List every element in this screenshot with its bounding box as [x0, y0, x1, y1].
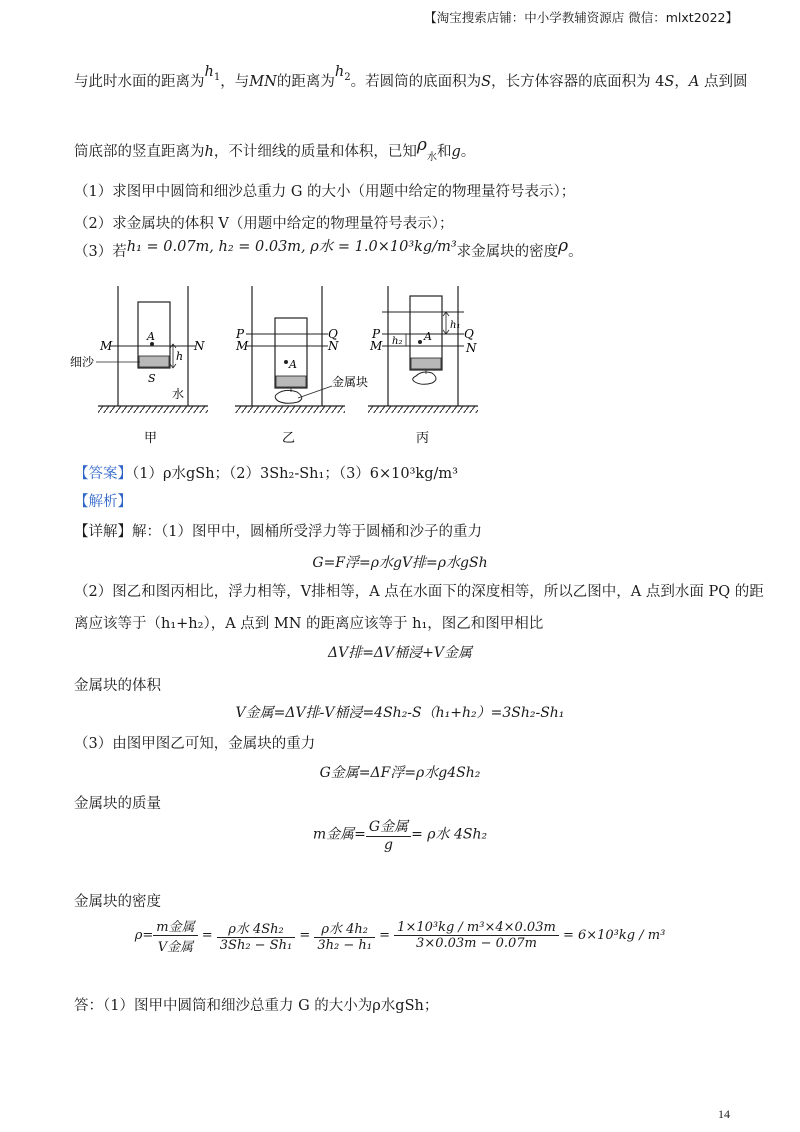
caption-bing: 丙	[416, 431, 430, 446]
label-M-yi: M	[236, 339, 249, 353]
question-2: （2）求金属块的体积 V（用题中给定的物理量符号表示）；	[74, 216, 454, 232]
label-sand: 细沙	[70, 355, 95, 369]
equation-6: ρ= $\frac{\text{m金属}}{\text{V金属}}$ = $\frac{\text{ρ水 4Sh₂}}{\text{3Sh₂ − Sh₁}}$ = $\frac{\text{ρ水 4h₂}}{\text{3h₂ − h₁}}$ = $\frac{\text{1×10³kg / m³×4×0.03m}}{3\times 0.03m - 0.07m}$ = 6×10³kg / m³	[0, 916, 800, 955]
label-h2: h₂	[392, 336, 403, 347]
detail-line-1: 【详解】解：（1）图甲中，圆桶所受浮力等于圆桶和沙子的重力	[74, 524, 482, 540]
label-M: M	[100, 339, 113, 353]
label-A-bing: A	[424, 330, 432, 343]
label-N-yi: N	[328, 339, 339, 353]
analysis-tag: 【解析】	[74, 494, 132, 510]
figure-yi	[235, 286, 368, 446]
label-P: P	[236, 327, 245, 341]
figure-jia	[70, 286, 208, 446]
detail-line-4: 金属块的体积	[74, 678, 161, 694]
detail-line-8: 答：（1）图甲中圆筒和细沙总重力 G 的大小为ρ水gSh；	[74, 998, 439, 1014]
question-1: （1）求图甲中圆筒和细沙总重力 G 的大小（用题中给定的物理量符号表示）；	[74, 184, 576, 200]
equation-1: G=F浮=ρ水gV排=ρ水gSh	[312, 555, 488, 571]
equation-2: ΔV排=ΔV桶浸+V金属	[327, 645, 472, 661]
detail-line-6: 金属块的质量	[74, 796, 161, 812]
label-N: N	[194, 339, 205, 353]
detail-line-7: 金属块的密度	[74, 894, 161, 910]
answer-line	[74, 462, 458, 483]
detail-line-3: 离应该等于（h₁+h₂），A 点到 MN 的距离应该等于 h₁，图乙和图甲相比	[74, 616, 544, 632]
label-A-yi: A	[289, 358, 297, 371]
page-number: 14	[718, 1107, 730, 1121]
equation-3: V金属=ΔV排-V桶浸=4Sh₂-S（h₁+h₂）=3Sh₂-Sh₁	[235, 705, 565, 721]
answer-tag: 【答案】	[74, 466, 132, 482]
page-header: 【淘宝搜索店铺：中小学教辅资源店 微信：mlxt2022】	[424, 10, 738, 25]
question-line-2: 筒底部的竖直距离为h，不计细线的质量和体积，已知$\rho_水$和g。	[74, 135, 476, 163]
figure-bing	[368, 286, 478, 446]
caption-jia: 甲	[144, 431, 158, 446]
label-h: h	[176, 350, 184, 363]
label-S: S	[148, 372, 156, 385]
label-P-bing: P	[372, 327, 381, 341]
label-A: A	[147, 330, 155, 343]
label-N-bing: N	[466, 341, 477, 355]
label-Q-bing: Q	[464, 327, 474, 341]
question-line-1: 与此时水面的距离为$h_1$，与MN的距离为$h_2$。若圆筒的底面积为S，长方体容器的底面积为 4S，A 点到圆	[74, 64, 748, 90]
equation-5: m金属= $\frac{\text{G金属}}{g}$ = ρ水 4Sh₂	[0, 816, 800, 853]
equation-4: G金属=ΔF浮=ρ水g4Sh₂	[319, 765, 481, 781]
answer-text: （1）ρ水gSh；（2）3Sh₂-Sh₁；（3）6×10³kg/m³	[132, 466, 458, 482]
caption-yi: 乙	[282, 431, 296, 446]
label-metal: 金属块	[332, 375, 369, 389]
detail-line-5: （3）由图甲图乙可知，金属块的重力	[74, 736, 316, 752]
label-M-bing: M	[370, 339, 383, 353]
question-3: （3）若h₁ = 0.07m, h₂ = 0.03m, ρ水 = 1.0×10³kg/m³求金属块的密度ρ。	[74, 236, 583, 260]
physics-figure	[70, 282, 490, 452]
label-Q: Q	[328, 327, 338, 341]
label-h1: h₁	[450, 320, 461, 331]
detail-line-2: （2）图乙和图丙相比，浮力相等，V排相等，A 点在水面下的深度相等，所以乙图中，A 点到水面 PQ 的距	[74, 584, 764, 600]
label-water: 水	[172, 387, 185, 401]
